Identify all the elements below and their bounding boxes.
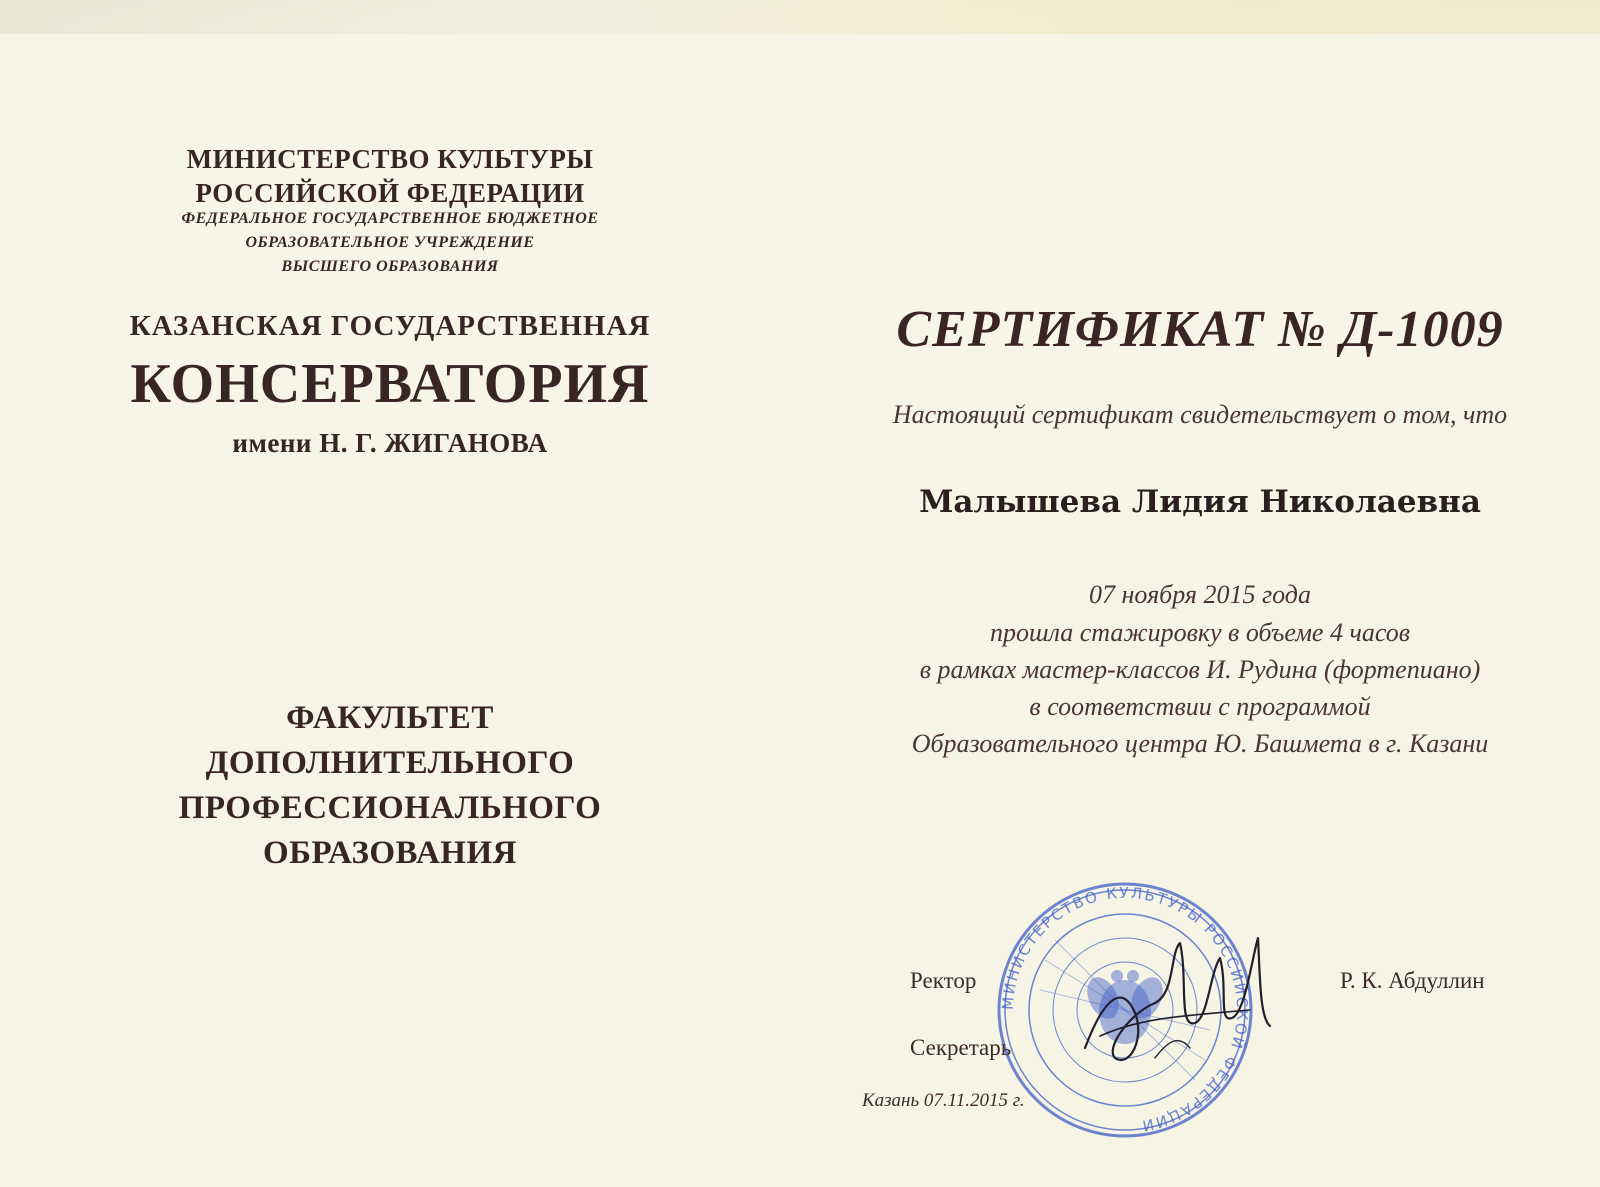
institution-type-line-3: ВЫСШЕГО ОБРАЗОВАНИЯ	[281, 258, 499, 275]
certificate-body-line: в рамках мастер-классов И. Рудина (фортепиано)	[919, 655, 1481, 684]
institution-name-line-2: КОНСЕРВАТОРИЯ	[130, 353, 650, 415]
named-after: имени Н. Г. ЖИГАНОВА	[232, 428, 548, 458]
secretary-label: Секретарь	[910, 1035, 1012, 1060]
certificate-body-line: Образовательного центра Ю. Башмета в г. Казани	[911, 729, 1489, 758]
certificate-title: СЕРТИФИКАТ № Д-1009	[896, 301, 1504, 358]
institution-type-line-1: ФЕДЕРАЛЬНОЕ ГОСУДАРСТВЕННОЕ БЮДЖЕТНОЕ	[181, 210, 599, 227]
institution-type-line-2: ОБРАЗОВАТЕЛЬНОЕ УЧРЕЖДЕНИЕ	[245, 234, 535, 251]
rector-name: Р. К. Абдуллин	[1340, 968, 1485, 993]
rector-label: Ректор	[910, 968, 977, 993]
institution-name-line-1: КАЗАНСКАЯ ГОСУДАРСТВЕННАЯ	[129, 310, 651, 342]
certificate-date: 07 ноября 2015 года	[1089, 580, 1311, 609]
certificate-body-line: в соответствии с программой	[1029, 692, 1371, 721]
place-and-date: Казань 07.11.2015 г.	[862, 1090, 1025, 1111]
ministry-line-2: РОССИЙСКОЙ ФЕДЕРАЦИИ	[195, 178, 585, 208]
seal-outer-text: МИНИСТЕРСТВО КУЛЬТУРЫ РОССИЙСКОЙ ФЕДЕРАЦИИ	[998, 883, 1252, 1135]
recipient-name: Малышева Лидия Николаевна	[919, 484, 1481, 520]
faculty-line-1: ФАКУЛЬТЕТ	[286, 700, 494, 736]
certificate-body-line: прошла стажировку в объеме 4 часов	[989, 618, 1411, 647]
certificate-intro: Настоящий сертификат свидетельствует о том, что	[892, 400, 1508, 429]
ministry-line-1: МИНИСТЕРСТВО КУЛЬТУРЫ	[186, 144, 594, 174]
rector-signature	[1060, 918, 1300, 1078]
faculty-line-2: ДОПОЛНИТЕЛЬНОГО	[205, 745, 575, 781]
faculty-line-4: ОБРАЗОВАНИЯ	[263, 835, 517, 871]
faculty-line-3: ПРОФЕССИОНАЛЬНОГО	[178, 790, 602, 826]
scan-edge	[0, 0, 1600, 34]
